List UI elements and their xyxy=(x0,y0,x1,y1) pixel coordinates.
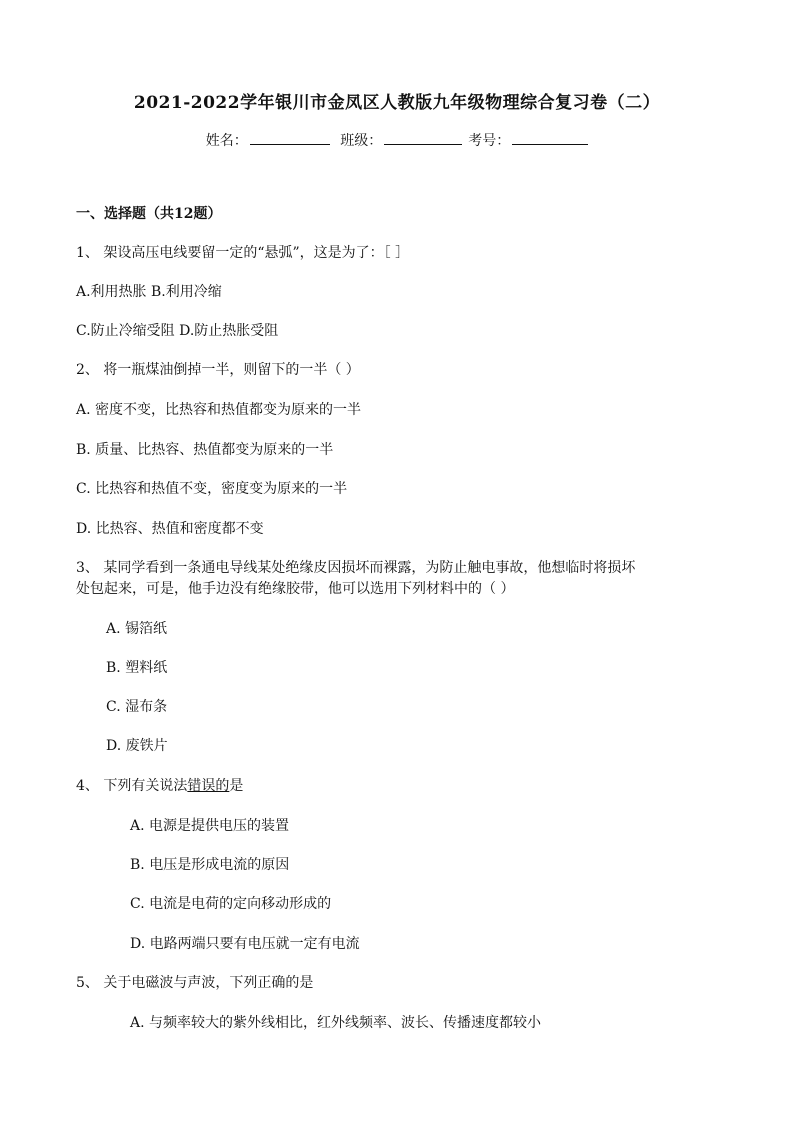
section-heading-choice: 一、选择题（共12题） xyxy=(76,206,222,222)
q4-stem-emphasis: 错误的 xyxy=(187,778,230,794)
q1-options-ab: A.利用热胀 B.利用冷缩 xyxy=(76,284,222,300)
q3-option-a: A. 锡箔纸 xyxy=(106,621,168,637)
exam-no-label: 考号： xyxy=(468,133,511,149)
q2-option-a: A. 密度不变，比热容和热值都变为原来的一半 xyxy=(76,402,362,418)
q2-stem: 2、 将一瓶煤油倒掉一半，则留下的一半（ ） xyxy=(76,362,360,378)
q2-option-c: C. 比热容和热值不变，密度变为原来的一半 xyxy=(76,481,348,497)
q5-option-a: A. 与频率较大的紫外线相比，红外线频率、波长、传播速度都较小 xyxy=(130,1015,542,1031)
class-blank[interactable] xyxy=(384,130,462,145)
q3-option-d: D. 废铁片 xyxy=(106,738,168,754)
q4-stem-prefix: 4、 下列有关说法 xyxy=(76,778,188,794)
q3-option-b: B. 塑料纸 xyxy=(106,660,168,676)
exam-no-blank[interactable] xyxy=(512,130,588,145)
q3-stem-line1: 3、 某同学看到一条通电导线某处绝缘皮因损坏而裸露，为防止触电事故，他想临时将损坏 xyxy=(76,560,636,576)
q3-stem-line2: 处包起来，可是，他手边没有绝缘胶带，他可以选用下列材料中的（ ） xyxy=(76,581,515,597)
q4-option-a: A. 电源是提供电压的装置 xyxy=(130,818,290,834)
q2-option-d: D. 比热容、热值和密度都不变 xyxy=(76,521,264,537)
q3-option-c: C. 湿布条 xyxy=(106,699,168,715)
q2-option-b: B. 质量、比热容、热值都变为原来的一半 xyxy=(76,442,334,458)
q5-stem: 5、 关于电磁波与声波，下列正确的是 xyxy=(76,975,314,991)
name-label: 姓名： xyxy=(205,133,248,149)
q4-option-b: B. 电压是形成电流的原因 xyxy=(130,857,290,873)
q1-options-cd: C.防止冷缩受阻 D.防止热胀受阻 xyxy=(76,323,279,339)
q4-stem xyxy=(76,777,243,795)
exam-title: 2021-2022学年银川市金凤区人教版九年级物理综合复习卷（二） xyxy=(133,93,661,113)
q4-option-c: C. 电流是电荷的定向移动形成的 xyxy=(130,896,332,912)
q4-option-d: D. 电路两端只要有电压就一定有电流 xyxy=(130,936,360,952)
name-blank[interactable] xyxy=(250,130,330,145)
q4-stem-suffix: 是 xyxy=(229,778,244,794)
class-label: 班级： xyxy=(340,133,383,149)
student-info-line xyxy=(0,130,794,150)
q1-stem: 1、 架设高压电线要留一定的“悬弧”，这是为了：［ ］ xyxy=(76,245,410,261)
